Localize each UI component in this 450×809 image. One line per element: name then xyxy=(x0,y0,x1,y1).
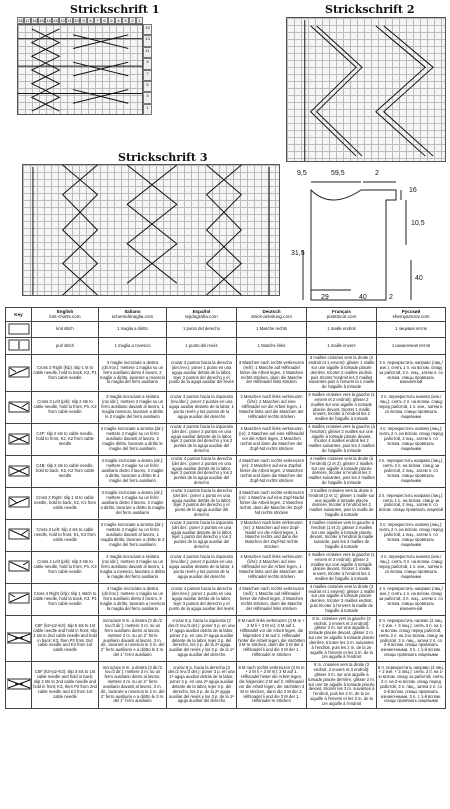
row-number: 3 xyxy=(143,92,152,103)
table-cell: 4 maglie incrociate a sinistra (dir.): mettere 2 maglie su un ferro ausiliario davanti al lavoro, 2 maglie diritto, lavorare a diritto le maglie del ferro ausiliario xyxy=(99,423,167,455)
table-cell: 1 Masche rechts xyxy=(237,321,307,338)
dim-label: 16 xyxy=(409,187,417,194)
table-cell: 3 maglie incrociate a destra (dir.): mettere 1 maglia su un ferro ausiliario dietro il lavoro, 2 maglie a diritto, lavorare a diritto la maglia del ferro ausiliario xyxy=(99,487,167,519)
row-number: 1 xyxy=(143,104,152,115)
dim-label: 10,5 xyxy=(411,220,425,227)
chart2-grid xyxy=(286,17,446,162)
table-cell: 4 п. перекрестить налево (лиц.): снять 2 п. на вспом. спицу перед работой, 2 лиц., затем п. со вспом. спицы провязать лицевыми xyxy=(377,423,446,455)
table-cell: 8 п. перекрестить налево (3 лиц. + 2 изн. + 3 лиц.): снять 3 п. на 1-ю вспом. спицу перед работой, снять 2 п. на 2-ю вспом. спицу за работой, 3 п. лиц., затем 2 п. со 2-й вспом. спицы провязать изнаночными, 3 п. с 1-й вспом. спицы провязать лицевыми xyxy=(377,615,446,661)
table-cell: 4 mailles croisées vers la gauche (1 envers et 3 endroit): glisser 3 mailles sur une aiguille à torsade placée devant, tricoter 1 maille envers, tricoter à l'endroit les 3 mailles de l'aiguille à torsade xyxy=(307,551,377,583)
table-row xyxy=(6,321,446,338)
chart2-cable-lines xyxy=(287,18,445,161)
table-cell: cruzar 4 puntos hacia la derecha (del der.: poner 2 puntos en una aguja auxiliar detrás de la labor, tejer 2 puntos del derecho y los 2 puntos de la aguja auxiliar del derecho xyxy=(167,455,237,487)
column-number: 3 xyxy=(122,17,129,24)
table-cell: 8 п. перекрестить направо (3 лиц. + 2 изн. + 3 лиц.): снять 3 п. на 1-ю вспом. спицу за работой, снять 2 п. на 2-ю вспом. спицу перед работой, 3 п. лиц., затем 2 п. со 2-й вспом. спицы провязать изнаночными, 3 п. с 1-й вспом. спицы провязать лицевыми xyxy=(377,662,446,708)
table-cell: 8 M nach rechts verkreuzen (3 M re + 2 M li + 3 M re): 3 M auf 1. Hilfsnadel hinter die Arbeit legen, die folgenden 2 M auf 2. Hilfsnadel vor die Arbeit legen, die nächsten 3 M re stricken, dann die 2 M der 2. Hilfsnadel li und die 3 M der 1. Hilfsnadel re stricken xyxy=(237,662,307,708)
column-number: 11 xyxy=(67,18,72,23)
table-cell: 3 maglie incrociate a sinistra (rov./dir.): mettere 2 maglie su un ferro ausiliario davanti al lavoro, 1 maglia rovescio, lavorare a diritto le 2 maglie del ferro ausiliario xyxy=(99,392,167,424)
table-cell: 4 п. перекрестить направо (лиц./изн.): снять 1 п. на вспом. спицу за работой, 3 п. лиц., затем п. со вспом. спицы провязать изнаночной xyxy=(377,583,446,615)
column-number: 15 xyxy=(39,18,44,23)
c8f-right-icon xyxy=(6,615,32,661)
table-cell: Cross 4 Right (k/p): slip 1 stitch to cable needle, hold to back, K3, P1 from cable needle xyxy=(32,583,99,615)
table-cell: C8F (k3+p2+k3): slip 3 sts to 1st cable needle and hold in back; slip 2 sts to 2nd cable needle and hold in front; K3, then P2 from 2nd cable needle and K3 from 1st cable needle xyxy=(32,662,99,708)
table-cell: cruzar 4 puntos hacia la derecha (der./rev.): poner 1 punto en una aguja auxiliar detrás de la labor, tejer 3 puntos del derecho y el punto de la aguja auxiliar del revés xyxy=(167,583,237,615)
table-cell: 1 punto del derecho xyxy=(167,321,237,338)
table-cell: 1 punto del revés xyxy=(167,338,237,355)
column-number: 18 xyxy=(18,18,23,23)
table-cell: 3 maglie incrociate a destra (dir./rov.): mettere 1 maglia su un ferro ausiliario dietro il lavoro, 2 maglie a diritto, lavorare a rovescio la maglia del ferro ausiliario xyxy=(99,355,167,392)
dim-label: 2 xyxy=(389,294,393,301)
cross-3-left-icon xyxy=(6,392,32,424)
table-cell: 3 mailles croisées vers la gauche (1 envers et 2 endroit): glisser 2 mailles sur une aiguille à torsade placée devant, tricoter 1 maille envers, tricoter à l'endroit les 2 mailles de l'aiguille à torsade xyxy=(307,392,377,424)
table-cell: C8F (k3+p2+k3): slip 5 sts to 1st cable needle and hold in front; slip 2 sts to 2nd cable needle and hold in back; K3, then P2 from 2nd cable needle and K3 from 1st cable needle xyxy=(32,615,99,661)
table-cell: Cross 3 Left (p/k): slip 2 sts to cable needle, hold to front, P1, K2 from cable needle xyxy=(32,392,99,424)
dim-label: 59,5 xyxy=(331,170,345,177)
column-number: 13 xyxy=(53,18,58,23)
table-cell: 3 п. перекрестить налево (изн./лиц.): снять 2 п. на вспом. спицу перед работой, 1 п. изн., затем п. со вспом. спицы провязать лицевыми xyxy=(377,392,446,424)
table-row xyxy=(6,423,446,455)
table-cell: 1 maglia a rovescio xyxy=(99,338,167,355)
row-number: 5 xyxy=(143,81,152,92)
table-cell: 4 mailles croisées vers la droite (3 endroit et 1 envers): glisser 1 maille sur une aiguille à torsade placée derrière, tricoter 3 mailles endroit, puis tricoter à l'envers la maille de l'aiguille à torsade xyxy=(307,583,377,615)
dim-label: 29 xyxy=(321,294,329,301)
chart1-title: Strickschrift 1 xyxy=(70,3,160,16)
table-cell: 4 Maschen nach rechts verkreuzen (re): 2 Maschen auf eine Zopfnd hinter die Arbeit legen, 2 Maschen rechts und dann die Maschen der Zopf-Nd rechts stricken xyxy=(237,455,307,487)
column-number: 6 xyxy=(101,17,108,24)
cross-3-right-icon xyxy=(6,355,32,392)
knit-stitch-icon xyxy=(6,321,32,338)
table-row xyxy=(6,487,446,519)
column-number: 8 xyxy=(87,17,94,24)
table-cell: 1 maille envers xyxy=(307,338,377,355)
cross-3-right-knit-icon xyxy=(6,487,32,519)
table-row xyxy=(6,338,446,355)
chart1-row-numbers xyxy=(143,24,152,115)
row-number: 11 xyxy=(143,47,152,58)
table-cell: Cross 3 Right: slip 1 st to cable needle, hold to back, K2, K1 from cable needle xyxy=(32,487,99,519)
table-cell: cruzar 3 puntos hacia la izquierda (rev./der.): poner 2 puntos en una aguja auxiliar delante de la labor, 1 punto revés y los puntos de la aguja auxiliar del derecho xyxy=(167,392,237,424)
table-row xyxy=(6,355,446,392)
c8f-left-icon xyxy=(6,662,32,708)
row-number: 13 xyxy=(143,35,152,46)
column-number: 17 xyxy=(25,18,30,23)
table-cell: incrociare 8 m. a destra (3 dir./2 rov./3 dir.): mettere 3 m. su un ferro ausiliario dietro al lavoro, mettere 2 m. su un 2° ferro ausiliario davanti al lavoro, 3 m. dir., lavorare a rovescio le 2 m. del 2° ferro ausiliario e a diritto le 3 m. del 1° ferro ausiliario xyxy=(99,662,167,708)
table-cell: 4 п. перекрестить налево (изн./лиц.): снять 3 п. на вспом. спицу перед работой, 1 п. изн., затем п. со вспом. спицы провязать лицевыми xyxy=(377,551,446,583)
table-cell: 3 Maschen nach links verkreuzen (li/re): 2 Maschen auf eine Hilfsnadel vor die Arbeit legen, 1 Masche links und die Maschen der Hilfsnadel rechts stricken xyxy=(237,392,307,424)
table-cell: cruzar 3 puntos hacia la derecha (del der.: poner 1 punto en una aguja auxiliar detrás de la labor, tejer 2 puntos del derecho y el punto de la aguja auxiliar del derecho xyxy=(167,487,237,519)
column-number: 10 xyxy=(74,18,79,23)
c4f-icon xyxy=(6,423,32,455)
table-cell: 8 m. croisées vers la gauche (3 endroit, 2 envers et 3 endroit): glisser 3 m. sur une aiguille à torsade placée devant, glisser 2 m. sur une 2e aiguille à torsade placée derrière, tricoter les 3 m. suivantes à l'endroit, puis les 2 m. de la 2e aiguille à l'envers et les 3 m. de la 1re aiguille à l'endroit xyxy=(307,615,377,661)
cross-4-right-icon xyxy=(6,583,32,615)
chart1-grid xyxy=(17,24,143,115)
table-cell: 1 лицевая петля xyxy=(377,321,446,338)
header-english: English knit-charts.com xyxy=(32,308,99,322)
dim-label: 31,5 xyxy=(291,250,305,257)
header-key: Key xyxy=(6,308,32,322)
header-espanol: Español tejidografia.com xyxy=(167,308,237,322)
table-cell: 3 mailles croisées vers la droite (2 endroit et 1 envers): glisser 1 maille sur une aiguille à torsade placée derrière, tricoter 2 mailles endroit, puis tricoter l'endroit les 2 mailles suivantes puis à l'envers la 1 maille de l'aiguille à torsade xyxy=(307,355,377,392)
table-cell: 4 maglie incrociate a destra (dir.): mettere 2 maglie su un ferro ausiliario dietro il lavoro, 2 maglie a diritto, lavorare a diritto le 2 maglie del ferro ausiliario xyxy=(99,455,167,487)
table-cell: 1 maglia a diritto xyxy=(99,321,167,338)
chart1-column-numbers xyxy=(17,17,143,24)
garment-schematic xyxy=(291,170,443,305)
table-row xyxy=(6,583,446,615)
table-cell: 4 maglie incrociate a destra (dir./rov.): mettere 1 maglia su un ferro ausiliario dietro il lavoro, 3 maglie a diritto, lavorare a rovescio la maglia del ferro ausiliario xyxy=(99,583,167,615)
row-number: 7 xyxy=(143,70,152,81)
table-cell: cruzar 4 puntos hacia la izquierda (del der.: poner 2 puntos en una aguja auxiliar delante de la labor, tejer 2 puntos del derecho y los 2 puntos de la aguja auxiliar del derecho xyxy=(167,423,237,455)
table-cell: Cross 3 Right (k/p): slip 1 st to cable needle, hold to back, K2, P1 from cable needle xyxy=(32,355,99,392)
table-cell: Cross 4 Left (p/k): slip 3 sts to cable needle, hold to front, P1, K3 from cable needle xyxy=(32,551,99,583)
table-cell: 3 Maschen nach rechts verkreuzen (re/li): 1 Masche auf Hilfsnadel hinter die Arbeit legen, 2 Maschen rechts stricken, dann die Masche der Hilfsnadel links stricken xyxy=(237,355,307,392)
table-cell: 4 Maschen nach links verkreuzen (li/re): 3 Maschen auf eine Hilfsnadel vor die Arbeit legen, 1 Masche links und die Maschen der Hilfsnadel rechts stricken xyxy=(237,551,307,583)
table-cell: 1 Masche links xyxy=(237,338,307,355)
row-number: 9 xyxy=(143,58,152,69)
column-number: 14 xyxy=(46,18,51,23)
column-number: 16 xyxy=(32,18,37,23)
table-cell: 8 m. croisées vers la droite (3 endroit, 2 envers et 3 endroit): glisser 3 m. sur une aiguille à torsade placée derrière, glisser 2 m. sur une 2e aiguille à torsade placée devant, tricoter les 3 m. suivantes à l'endroit, puis les 2 m. de la 2e aiguille à l'envers et les 3 m. de la 1re aiguille à l'endroit xyxy=(307,662,377,708)
stitch-key-table xyxy=(5,307,446,709)
table-cell: 3 п. перекрестить направо (лиц.): снять 1 п. на вспом. спицу за работой, 2 лиц., затем п. со вспом. спицы провязать лицевой xyxy=(377,487,446,519)
table-cell: purl stitch xyxy=(32,338,99,355)
header-russian: Русский shemyazorov.com xyxy=(377,308,446,322)
dim-label: 2 xyxy=(375,170,379,177)
table-cell: incrociare 8 m. a destra (3 dir./2 rov./3 dir.): mettere 3 m. su un ferro ausiliario dietro al lavoro, mettere 2 m. su un 2° ferro ausiliario davanti al lavoro, 3 m. dir., lavorare a rovescio le 2 m. del 2° ferro ausiliario e a diritto le 3 m. del 1° ferro ausiliario xyxy=(99,615,167,661)
table-row xyxy=(6,662,446,708)
column-number: 5 xyxy=(108,17,115,24)
table-cell: 4 Maschen nach rechts verkreuzen (re/li): 1 Masche auf Hilfsnadel hinter die Arbeit legen, 3 Maschen rechts stricken, dann die Masche der Hilfsnadel links stricken xyxy=(237,583,307,615)
table-cell: C4F: slip 2 sts to cable needle, hold to front, K2, K2 from cable needle xyxy=(32,423,99,455)
table-row xyxy=(6,615,446,661)
table-cell: 4 mailles croisées vers la gauche (à l'endroit): glisser 2 mailles sur une aiguille à torsade placée devant, tricoter 4 mailles endroit les 2 mailles suivantes, puis les 2 mailles de l'aiguille à torsade xyxy=(307,423,377,455)
dim-label: 40 xyxy=(359,294,367,301)
table-cell: cruzar 8 p. hacia la izquierda (3 der./2 rev./3 der.): poner 3 p. en una 1ª aguja auxiliar detrás de la labor, poner 2 p. en una 2ª aguja auxiliar delante de la labor, tejer 3 p. del derecho, los 2 p. de la 2ª aguja auxiliar del revés y los 3 p. de la 1ª aguja auxiliar del derecho xyxy=(167,615,237,661)
column-number: 1 xyxy=(136,17,143,24)
table-cell: 1 изнаночная петля xyxy=(377,338,446,355)
c4b-icon xyxy=(6,455,32,487)
table-row xyxy=(6,551,446,583)
table-cell: 3 Maschen nach rechts verkreuzen (re): 1 Masche auf eine Zopf-Nadel hinter die Arbeit legen, 2 Maschen rechts, dann die Masche der Zopf-Nd rechts stricken xyxy=(237,487,307,519)
column-number: 9 xyxy=(80,17,87,24)
dim-label: 9,5 xyxy=(297,170,307,177)
table-cell: 3 Maschen nach links verkreuzen (re): 2 Maschen auf eine Zopf-Nadel vor die Arbeit legen, 1 Masche rechts und dann die Maschen der Zopf-Nd rechts stricken xyxy=(237,519,307,551)
table-cell: cruzar 3 puntos hacia la derecha (der./rev.): poner 1 punto en una aguja auxiliar detrás de la labor, tejer 2 puntos del derecho y el punto de la aguja auxiliar del revés xyxy=(167,355,237,392)
table-cell: 3 mailles croisées vers la droite à l'endroit (2 et 1): glisser 1 maille sur une aiguille à torsade placée derrière, tricoter à l'endroit les 2 mailles suivantes, puis la maille de l'aiguille à torsade xyxy=(307,487,377,519)
table-cell: 3 mailles croisées vers la gauche à l'endroit (1 et 2): glisser 2 mailles sur une aiguille à torsade placée devant, tricoter à l'endroit la maille suivante, puis les 2 mailles de l'aiguille à torsade xyxy=(307,519,377,551)
table-row xyxy=(6,519,446,551)
table-cell: 3 п. перекрестить налево (лиц.): снять 2 п. на вспом. спицу перед работой, 1 лиц., затем п. со вспом. спицы провязать лицевыми xyxy=(377,519,446,551)
chart2-title: Strickschrift 2 xyxy=(325,3,415,16)
cross-3-left-knit-icon xyxy=(6,519,32,551)
table-cell: 4 п. перекрестить направо (лиц.): снять 2 п. на вспом. спицу за работой, 2 лиц., затем п. со вспом. спицы провязать лицевыми xyxy=(377,455,446,487)
table-cell: cruzar 3 puntos hacia la izquierda (del der.: poner 2 puntos en una aguja auxiliar delante de la labor, tejer 1 punto del derecho y los 2 puntos de la aguja auxiliar del derecho xyxy=(167,519,237,551)
chart3-grid xyxy=(22,164,280,296)
purl-stitch-icon xyxy=(6,338,32,355)
table-cell: 4 mailles croisées vers la droite (à l'endroit) (2 et 2): glisser 2 mailles sur une aiguille à torsade placée derrière, tricoter à l'endroit les 2 mailles suivantes, puis les 2 mailles de l'aiguille à torsade xyxy=(307,455,377,487)
table-cell: cruzar 4 puntos hacia la izquierda (rev./der.): poner 3 puntos en una aguja auxiliar delante de la labor, 1 punto revés y los puntos de la aguja auxiliar del derecho xyxy=(167,551,237,583)
schematic-outline xyxy=(291,170,443,305)
dim-label: 40 xyxy=(415,275,423,282)
header-italiano: Italiano schemidimaglia.com xyxy=(99,308,167,322)
table-cell: 3 п. перекрестить направо (лиц./изн.): снять 1 п. на вспом. спицу за работой, 2 п. лиц., затем п. со вспом. спицы провязать изнаночной xyxy=(377,355,446,392)
header-deutsch: Deutsch strick-anleitung.com xyxy=(237,308,307,322)
table-cell: cruzar 8 p. hacia la derecha (3 der./2 rev./3 der.): poner 3 p. en una 1ª aguja auxiliar detrás de la labor, poner 2 p. en una 2ª aguja auxiliar delante de la labor, tejer 3 p. del derecho, los 2 p. de la 2ª aguja auxiliar del revés y los 3 p. de la 1ª aguja auxiliar del derecho xyxy=(167,662,237,708)
column-number: 7 xyxy=(94,17,101,24)
table-cell: 3 maglie incrociate a sinistra (dir.): mettere 2 maglie su un ferro ausiliario davanti al lavoro, 1 maglia diritto, lavorare a diritto le 2 maglie del ferro ausiliario xyxy=(99,519,167,551)
row-number: 15 xyxy=(143,24,152,35)
column-number: 4 xyxy=(115,17,122,24)
table-cell: C4B: slip 2 sts to cable needle, hold to back, K2, K2 from cable needle xyxy=(32,455,99,487)
table-row xyxy=(6,455,446,487)
table-header-row xyxy=(6,308,446,322)
column-number: 12 xyxy=(60,18,65,23)
table-cell: 4 Maschen nach links verkreuzen (re): 2 Maschen auf eine Hilfsnadel vor die Arbeit legen, 2 Maschen rechts und dann die Maschen der Zopf-Nd rechts stricken xyxy=(237,423,307,455)
chart3-cable-lines xyxy=(23,165,279,295)
header-francais: Français pointtricot.com xyxy=(307,308,377,322)
table-cell: knit stitch xyxy=(32,321,99,338)
cross-4-left-icon xyxy=(6,551,32,583)
table-row xyxy=(6,392,446,424)
table-cell: 4 maglie incrociate a sinistra (rov./dir.): mettere 3 maglie su un ferro ausiliario davanti al lavoro, 1 maglia a rovescio, lavorare a diritto le maglie del ferro ausiliario xyxy=(99,551,167,583)
table-cell: 8 M nach links verkreuzen (3 M re + 2 M li + 3 M re): 3 M auf 1. Hilfsnadel vor die Arbeit legen, die folgenden 2 M auf 2. Hilfsnadel hinter die Arbeit legen, die nächsten 3 M re stricken, dann die 2 M der 2. Hilfsnadel li und die 3 M der 1. Hilfsnadel re stricken xyxy=(237,615,307,661)
chart1-cable-lines xyxy=(18,25,142,114)
chart3-title: Strickschrift 3 xyxy=(118,151,208,164)
column-number: 2 xyxy=(129,17,136,24)
table-cell: 1 maille endroit xyxy=(307,321,377,338)
table-cell: Cross 3 Left: slip 2 sts to cable needle, hold to front, K1, K2 from cable needle xyxy=(32,519,99,551)
